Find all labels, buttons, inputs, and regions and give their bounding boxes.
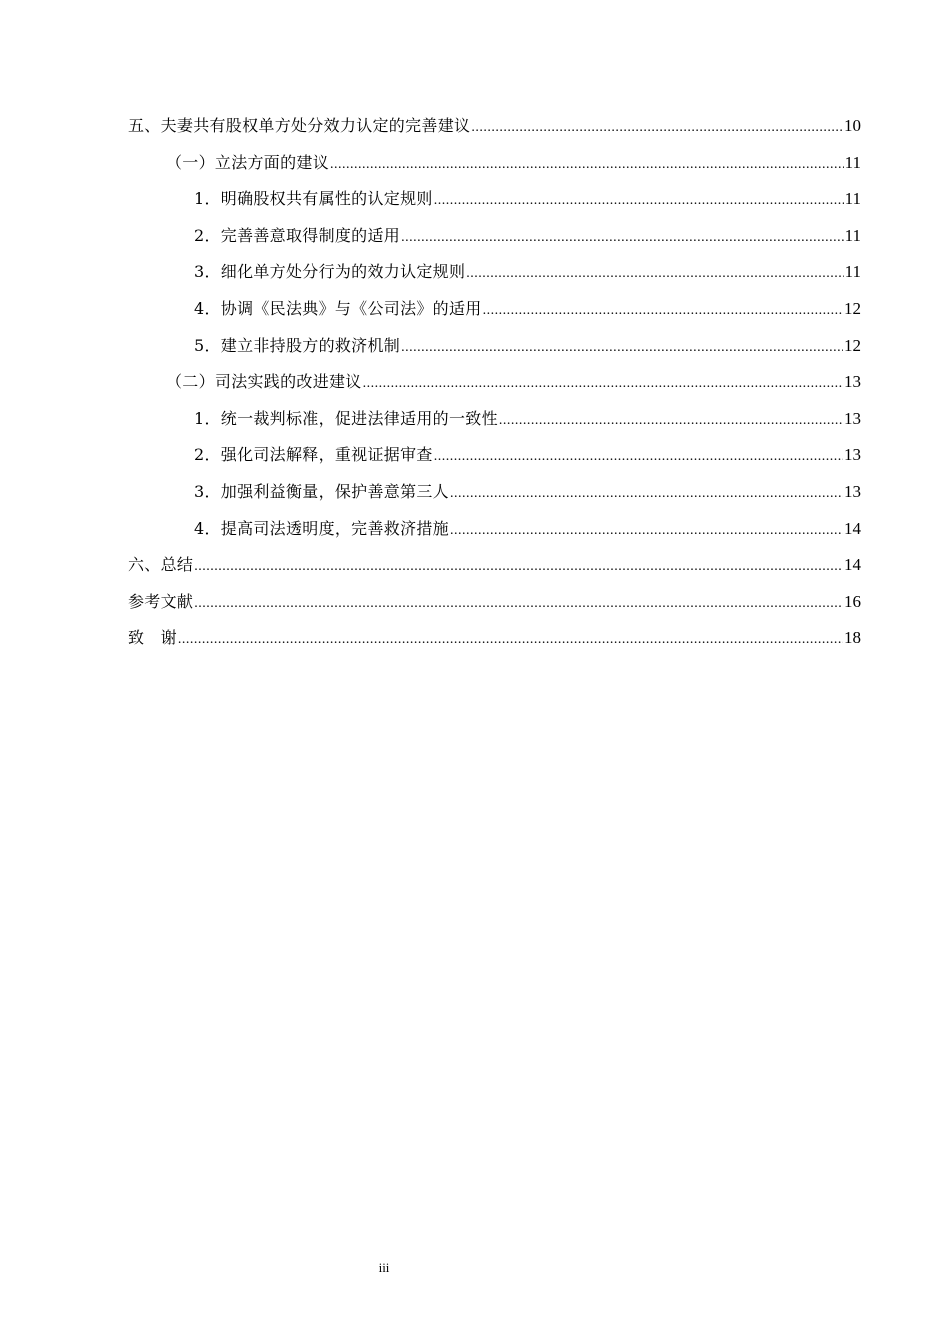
toc-dot-leader: [483, 293, 843, 330]
table-of-contents: [128, 108, 861, 657]
toc-entry[interactable]: [128, 218, 861, 255]
toc-dot-leader: [194, 586, 843, 623]
toc-entry-title: 2．完善善意取得制度的适用: [194, 225, 401, 245]
toc-entry-page: 12: [844, 298, 861, 318]
toc-entry-page: 11: [844, 262, 861, 282]
toc-dot-leader: [434, 183, 844, 220]
toc-entry-title: 4．提高司法透明度，完善救济措施: [194, 518, 449, 538]
toc-entry-title: 六、总结: [128, 555, 194, 575]
toc-entry-page: 13: [844, 408, 861, 428]
toc-entry[interactable]: [128, 108, 861, 145]
toc-entry-title: 3．加强利益衡量，保护善意第三人: [194, 481, 449, 501]
toc-entry-title: 4．协调《民法典》与《公司法》的适用: [194, 298, 482, 318]
toc-entry-page: 13: [844, 481, 861, 501]
toc-entry[interactable]: [128, 254, 861, 291]
toc-entry-page: 11: [844, 152, 861, 172]
toc-entry-page: 12: [844, 335, 861, 355]
toc-entry-page: 11: [844, 189, 861, 209]
toc-entry-title: 5．建立非持股方的救济机制: [194, 335, 401, 355]
toc-entry[interactable]: [128, 145, 861, 182]
toc-dot-leader: [363, 366, 843, 403]
toc-entry[interactable]: [128, 620, 861, 657]
toc-entry[interactable]: [128, 437, 861, 474]
toc-entry-page: 13: [844, 372, 861, 392]
toc-entry[interactable]: [128, 547, 861, 584]
toc-entry-page: 13: [844, 445, 861, 465]
toc-entry[interactable]: [128, 511, 861, 548]
toc-dot-leader: [330, 147, 844, 184]
toc-dot-leader: [434, 439, 843, 476]
toc-dot-leader: [401, 220, 844, 257]
toc-dot-leader: [450, 513, 843, 550]
toc-entry[interactable]: [128, 181, 861, 218]
toc-entry[interactable]: [128, 584, 861, 621]
toc-entry-page: 14: [844, 518, 861, 538]
toc-dot-leader: [471, 110, 843, 147]
toc-dot-leader: [401, 330, 843, 367]
toc-entry[interactable]: [128, 474, 861, 511]
toc-entry-page: 18: [844, 628, 861, 648]
toc-dot-leader: [194, 549, 843, 586]
toc-entry-title: 致 谢: [128, 628, 177, 648]
toc-dot-leader: [466, 256, 843, 293]
toc-entry-title: 1．统一裁判标准，促进法律适用的一致性: [194, 408, 498, 428]
toc-entry-title: 参考文献: [128, 591, 194, 611]
toc-entry-title: 2．强化司法解释，重视证据审查: [194, 445, 433, 465]
toc-dot-leader: [450, 476, 843, 513]
toc-dot-leader: [499, 403, 843, 440]
toc-entry-page: 16: [844, 591, 861, 611]
toc-entry[interactable]: [128, 291, 861, 328]
toc-entry-page: 11: [844, 225, 861, 245]
toc-dot-leader: [178, 622, 843, 659]
toc-entry-title: （一）立法方面的建议: [166, 152, 330, 172]
toc-entry[interactable]: [128, 364, 861, 401]
toc-entry[interactable]: [128, 328, 861, 365]
toc-entry-title: 3．细化单方处分行为的效力认定规则: [194, 262, 466, 282]
toc-entry-title: 1．明确股权共有属性的认定规则: [194, 189, 433, 209]
toc-entry-title: 五、夫妻共有股权单方处分效力认定的完善建议: [128, 116, 471, 135]
toc-entry-page: 10: [844, 116, 861, 135]
toc-entry-page: 14: [844, 555, 861, 575]
toc-entry-title: （二）司法实践的改进建议: [166, 372, 362, 392]
page-number: iii: [378, 1260, 390, 1275]
toc-entry[interactable]: [128, 401, 861, 438]
